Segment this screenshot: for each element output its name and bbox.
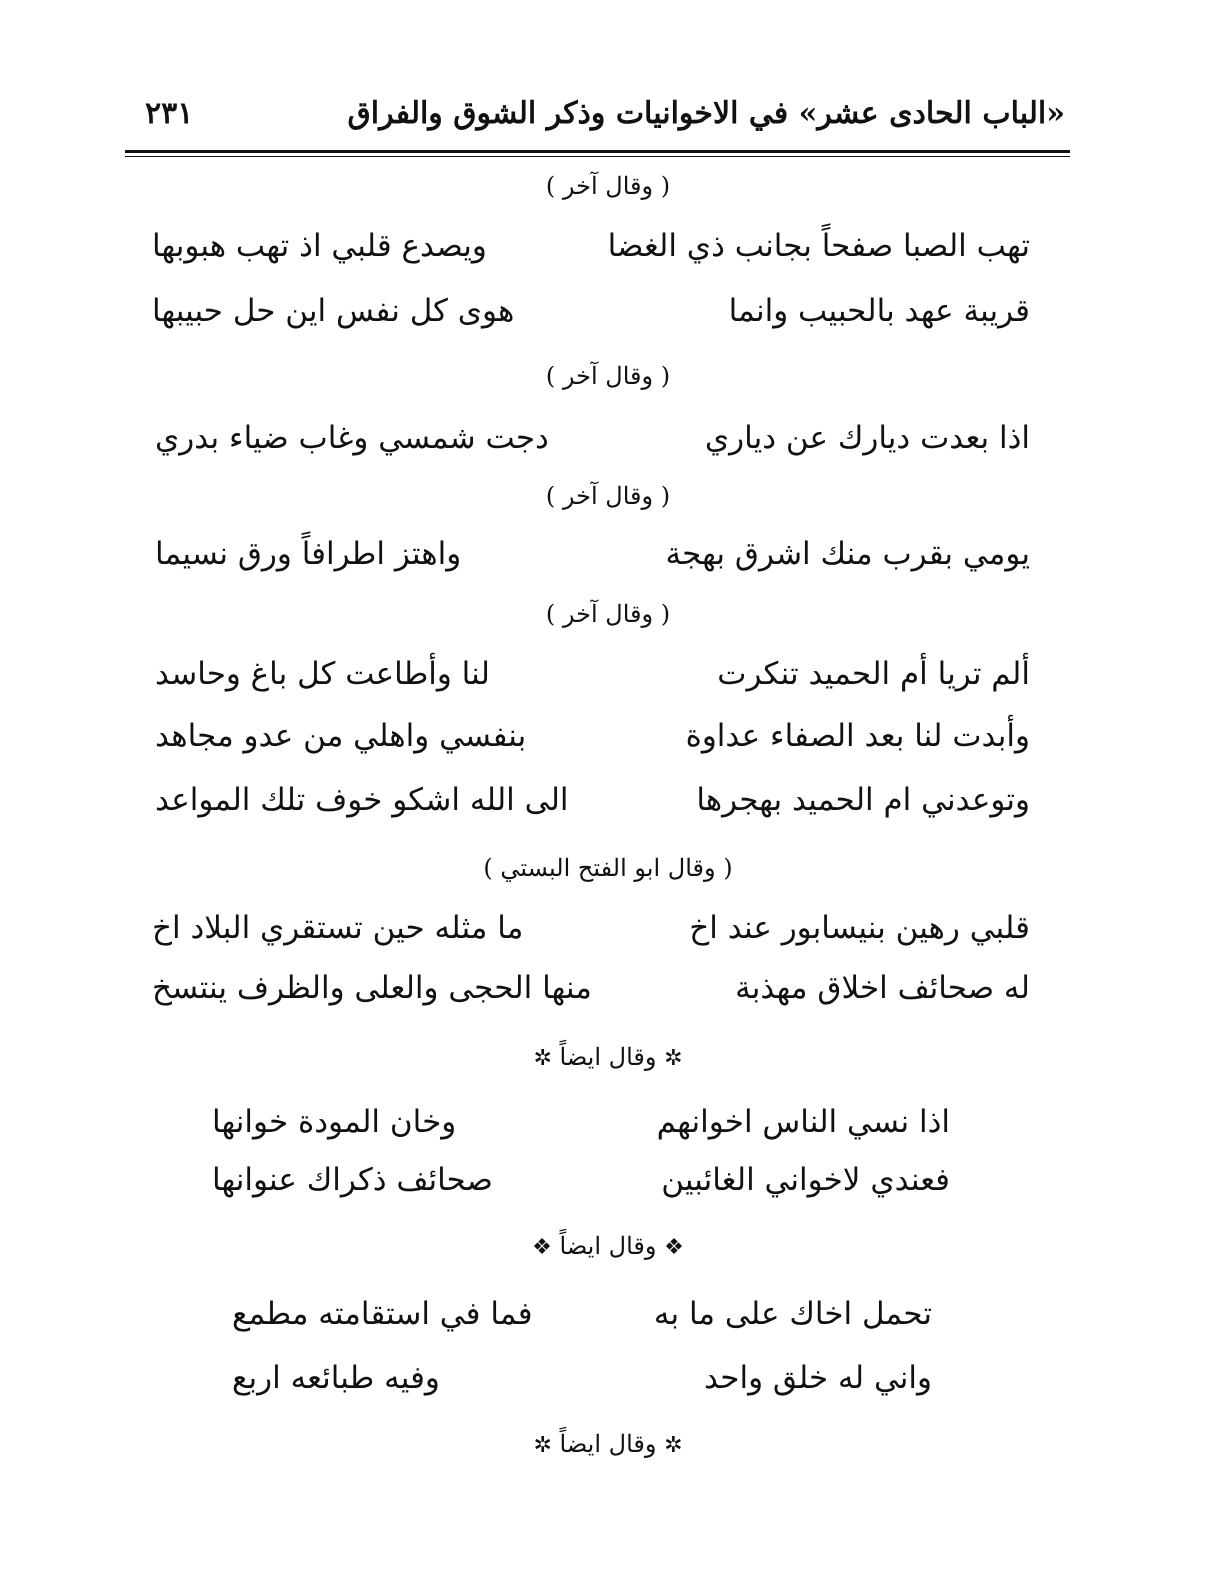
verse-first-hemistich: يومي بقرب منك اشرق بهجة <box>665 536 1030 572</box>
ornament-icon: ✲ <box>533 1433 552 1458</box>
ornament-icon: ✲ <box>533 1046 552 1071</box>
verse-first-hemistich: تحمل اخاك على ما به <box>653 1296 932 1332</box>
section-heading: ( وقال ابو الفتح البستي ) <box>483 854 733 882</box>
verse-first-hemistich: وأبدت لنا بعد الصفاء عداوة <box>685 718 1030 754</box>
verse-second-hemistich: الى الله اشكو خوف تلك المواعد <box>155 782 569 818</box>
section-heading: ( وقال آخر ) <box>545 600 671 628</box>
verse-first-hemistich: تهب الصبا صفحاً بجانب ذي الغضا <box>607 228 1030 264</box>
verse-line <box>152 228 1030 278</box>
section-heading: ✲ وقال ايضاً ✲ <box>533 1043 683 1071</box>
section-heading: ( وقال آخر ) <box>545 172 671 200</box>
verse-line <box>155 718 1030 768</box>
verse-second-hemistich: واهتز اطرافاً ورق نسيما <box>155 536 462 572</box>
ornament-icon: ❖ <box>664 1235 684 1260</box>
verse-second-hemistich: منها الحجى والعلى والظرف ينتسخ <box>152 970 592 1006</box>
verse-first-hemistich: واني له خلق واحد <box>704 1360 932 1396</box>
verse-line <box>155 536 1030 586</box>
verse-line <box>212 1162 950 1212</box>
verse-line <box>152 910 1030 960</box>
verse-second-hemistich: لنا وأطاعت كل باغ وحاسد <box>155 656 490 692</box>
ornament-icon: ✲ <box>664 1046 683 1071</box>
verse-first-hemistich: فعندي لاخواني الغائبين <box>661 1162 950 1198</box>
verse-second-hemistich: بنفسي واهلي من عدو مجاهد <box>155 718 527 754</box>
section-heading: ( وقال آخر ) <box>545 362 671 390</box>
header-rule <box>125 150 1070 153</box>
page-header <box>125 88 1065 148</box>
verse-line <box>232 1360 932 1410</box>
verse-first-hemistich: اذا نسي الناس اخوانهم <box>656 1104 950 1140</box>
verse-second-hemistich: هوى كل نفس اين حل حبيبها <box>152 293 515 329</box>
verse-line <box>155 782 1030 832</box>
verse-first-hemistich: ألم تريا أم الحميد تنكرت <box>717 656 1030 692</box>
section-heading: ✲ وقال ايضاً ✲ <box>533 1430 683 1458</box>
header-rule-thin <box>125 156 1070 157</box>
chapter-title: «الباب الحادى عشر» في الاخوانيات وذكر الشوق والفراق <box>347 96 1065 131</box>
section-heading: ( وقال آخر ) <box>545 482 671 510</box>
verse-first-hemistich: قلبي رهين بنيسابور عند اخ <box>689 910 1030 946</box>
verse-second-hemistich: ما مثله حين تستقري البلاد اخ <box>152 910 524 946</box>
verse-line <box>152 293 1030 343</box>
verse-second-hemistich: ويصدع قلبي اذ تهب هبوبها <box>152 228 487 264</box>
verse-line <box>155 656 1030 706</box>
verse-line <box>232 1296 932 1346</box>
verse-first-hemistich: له صحائف اخلاق مهذبة <box>735 970 1030 1006</box>
ornament-icon: ❖ <box>532 1235 552 1260</box>
verse-second-hemistich: فما في استقامته مطمع <box>232 1296 533 1332</box>
page-number: ٢٣١ <box>145 96 194 131</box>
verse-second-hemistich: صحائف ذكراك عنوانها <box>212 1162 493 1198</box>
section-heading: ❖ وقال ايضاً ❖ <box>532 1232 684 1260</box>
verse-first-hemistich: وتوعدني ام الحميد بهجرها <box>696 782 1030 818</box>
verse-second-hemistich: دجت شمسي وغاب ضياء بدري <box>155 420 549 456</box>
verse-first-hemistich: اذا بعدت ديارك عن دياري <box>704 420 1030 456</box>
verse-line <box>155 420 1030 470</box>
verse-first-hemistich: قريبة عهد بالحبيب وانما <box>728 293 1030 329</box>
verse-second-hemistich: وفيه طبائعه اربع <box>232 1360 440 1396</box>
verse-line <box>212 1104 950 1154</box>
verse-line <box>152 970 1030 1020</box>
ornament-icon: ✲ <box>664 1433 683 1458</box>
verse-second-hemistich: وخان المودة خوانها <box>212 1104 457 1140</box>
